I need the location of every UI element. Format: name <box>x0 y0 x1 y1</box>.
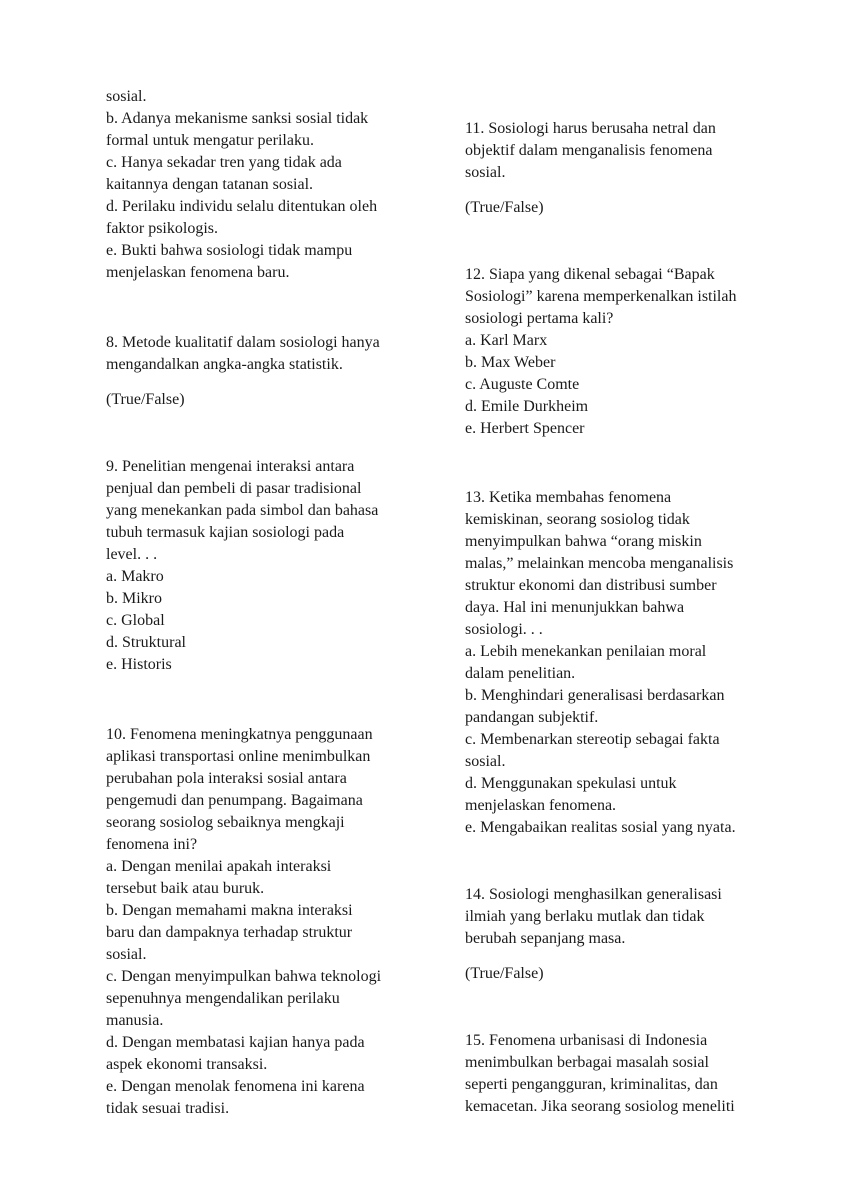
q10-option-line: baru dan dampaknya terhadap struktur <box>106 924 353 941</box>
q7-line: faktor psikologis. <box>106 220 218 237</box>
q13-question-line: malas,” melainkan mencoba menganalisis <box>465 555 734 572</box>
right-column <box>465 118 795 1118</box>
q11-question-line: 11. Sosiologi harus berusaha netral dan <box>465 120 716 137</box>
q12-question-line: sosiologi pertama kali? <box>465 310 614 327</box>
q7-option-b: b. Adanya mekanisme sanksi sosial tidak <box>106 110 369 127</box>
q10-option-e: e. Dengan menolak fenomena ini karena <box>106 1078 365 1095</box>
q12-option-b: b. Max Weber <box>465 354 556 371</box>
q12-question-line: Sosiologi” karena memperkenalkan istilah <box>465 288 737 305</box>
q10-option-line: sepenuhnya mengendalikan perilaku <box>106 990 340 1007</box>
q10-question-line: perubahan pola interaksi sosial antara <box>106 770 347 787</box>
q13-question-line: menyimpulkan bahwa “orang miskin <box>465 533 702 550</box>
q7-option-e: e. Bukti bahwa sosiologi tidak mampu <box>106 242 353 259</box>
q9-question-line: yang menekankan pada simbol dan bahasa <box>106 502 379 519</box>
q15-question-line: 15. Fenomena urbanisasi di Indonesia <box>465 1032 708 1049</box>
q9-option-e: e. Historis <box>106 656 172 673</box>
q15-question-line: kemacetan. Jika seorang sosiolog meneliti <box>465 1098 735 1115</box>
q13-option-d: d. Menggunakan spekulasi untuk <box>465 775 677 792</box>
question-14 <box>465 884 795 985</box>
q13-option-e: e. Mengabaikan realitas sosial yang nyata. <box>465 819 736 836</box>
question-15 <box>465 1030 795 1118</box>
q9-question-line: tubuh termasuk kajian sosiologi pada <box>106 524 345 541</box>
q12-option-c: c. Auguste Comte <box>465 376 580 393</box>
question-13 <box>465 487 795 839</box>
q10-question-line: aplikasi transportasi online menimbulkan <box>106 748 371 765</box>
q8-question-line: mengandalkan angka-angka statistik. <box>106 356 343 373</box>
q7-line: menjelaskan fenomena baru. <box>106 264 290 281</box>
q10-option-a: a. Dengan menilai apakah interaksi <box>106 858 332 875</box>
q13-option-line: menjelaskan fenomena. <box>465 797 617 814</box>
q10-question-line: pengemudi dan penumpang. Bagaimana <box>106 792 363 809</box>
q13-question-line: 13. Ketika membahas fenomena <box>465 489 672 506</box>
q9-option-d: d. Struktural <box>106 634 186 651</box>
q11-question-line: objektif dalam menganalisis fenomena <box>465 142 713 159</box>
q9-option-b: b. Mikro <box>106 590 162 607</box>
q8-question-line: 8. Metode kualitatif dalam sosiologi hanya <box>106 334 380 351</box>
question-10 <box>106 724 426 1120</box>
question-9 <box>106 456 426 676</box>
question-11 <box>465 118 795 219</box>
q9-option-a: a. Makro <box>106 568 164 585</box>
q14-answer-format: (True/False) <box>465 965 544 982</box>
q13-option-line: pandangan subjektif. <box>465 709 599 726</box>
q12-option-e: e. Herbert Spencer <box>465 420 585 437</box>
q9-question-line: penjual dan pembeli di pasar tradisional <box>106 480 362 497</box>
q12-question-line: 12. Siapa yang dikenal sebagai “Bapak <box>465 266 715 283</box>
q9-question-line: level. . . <box>106 546 158 563</box>
q10-question-line: fenomena ini? <box>106 836 198 853</box>
q13-question-line: kemiskinan, seorang sosiolog tidak <box>465 511 690 528</box>
q15-question-line: seperti pengangguran, kriminalitas, dan <box>465 1076 718 1093</box>
q10-option-d: d. Dengan membatasi kajian hanya pada <box>106 1034 365 1051</box>
q11-question-line: sosial. <box>465 164 506 181</box>
q8-answer-format: (True/False) <box>106 391 185 408</box>
q13-option-a: a. Lebih menekankan penilaian moral <box>465 643 707 660</box>
q7-line: kaitannya dengan tatanan sosial. <box>106 176 314 193</box>
q10-option-line: tidak sesuai tradisi. <box>106 1100 230 1117</box>
q13-question-line: struktur ekonomi dan distribusi sumber <box>465 577 717 594</box>
q12-option-d: d. Emile Durkheim <box>465 398 589 415</box>
question-8 <box>106 332 426 411</box>
q10-option-line: aspek ekonomi transaksi. <box>106 1056 268 1073</box>
q10-option-c: c. Dengan menyimpulkan bahwa teknologi <box>106 968 382 985</box>
q12-option-a: a. Karl Marx <box>465 332 548 349</box>
q10-option-b: b. Dengan memahami makna interaksi <box>106 902 353 919</box>
q13-option-c: c. Membenarkan stereotip sebagai fakta <box>465 731 720 748</box>
q13-question-line: sosiologi. . . <box>465 621 543 638</box>
left-column <box>106 86 426 1120</box>
q13-option-b: b. Menghindari generalisasi berdasarkan <box>465 687 725 704</box>
q10-option-line: manusia. <box>106 1012 164 1029</box>
q13-option-line: sosial. <box>465 753 506 770</box>
q14-question-line: berubah sepanjang masa. <box>465 930 626 947</box>
q10-option-line: sosial. <box>106 946 147 963</box>
question-12 <box>465 264 795 440</box>
q10-question-line: seorang sosiolog sebaiknya mengkaji <box>106 814 345 831</box>
q11-answer-format: (True/False) <box>465 199 544 216</box>
q7-option-d: d. Perilaku individu selalu ditentukan oleh <box>106 198 378 215</box>
q13-question-line: daya. Hal ini menunjukkan bahwa <box>465 599 685 616</box>
q9-question-line: 9. Penelitian mengenai interaksi antara <box>106 458 355 475</box>
q15-question-line: menimbulkan berbagai masalah sosial <box>465 1054 709 1071</box>
q7-line: sosial. <box>106 88 147 105</box>
q14-question-line: 14. Sosiologi menghasilkan generalisasi <box>465 886 722 903</box>
q10-option-line: tersebut baik atau buruk. <box>106 880 265 897</box>
q10-question-line: 10. Fenomena meningkatnya penggunaan <box>106 726 373 743</box>
question-7-continuation <box>106 86 426 284</box>
q14-question-line: ilmiah yang berlaku mutlak dan tidak <box>465 908 705 925</box>
q9-option-c: c. Global <box>106 612 165 629</box>
q7-line: formal untuk mengatur perilaku. <box>106 132 314 149</box>
q7-option-c: c. Hanya sekadar tren yang tidak ada <box>106 154 342 171</box>
q13-option-line: dalam penelitian. <box>465 665 576 682</box>
